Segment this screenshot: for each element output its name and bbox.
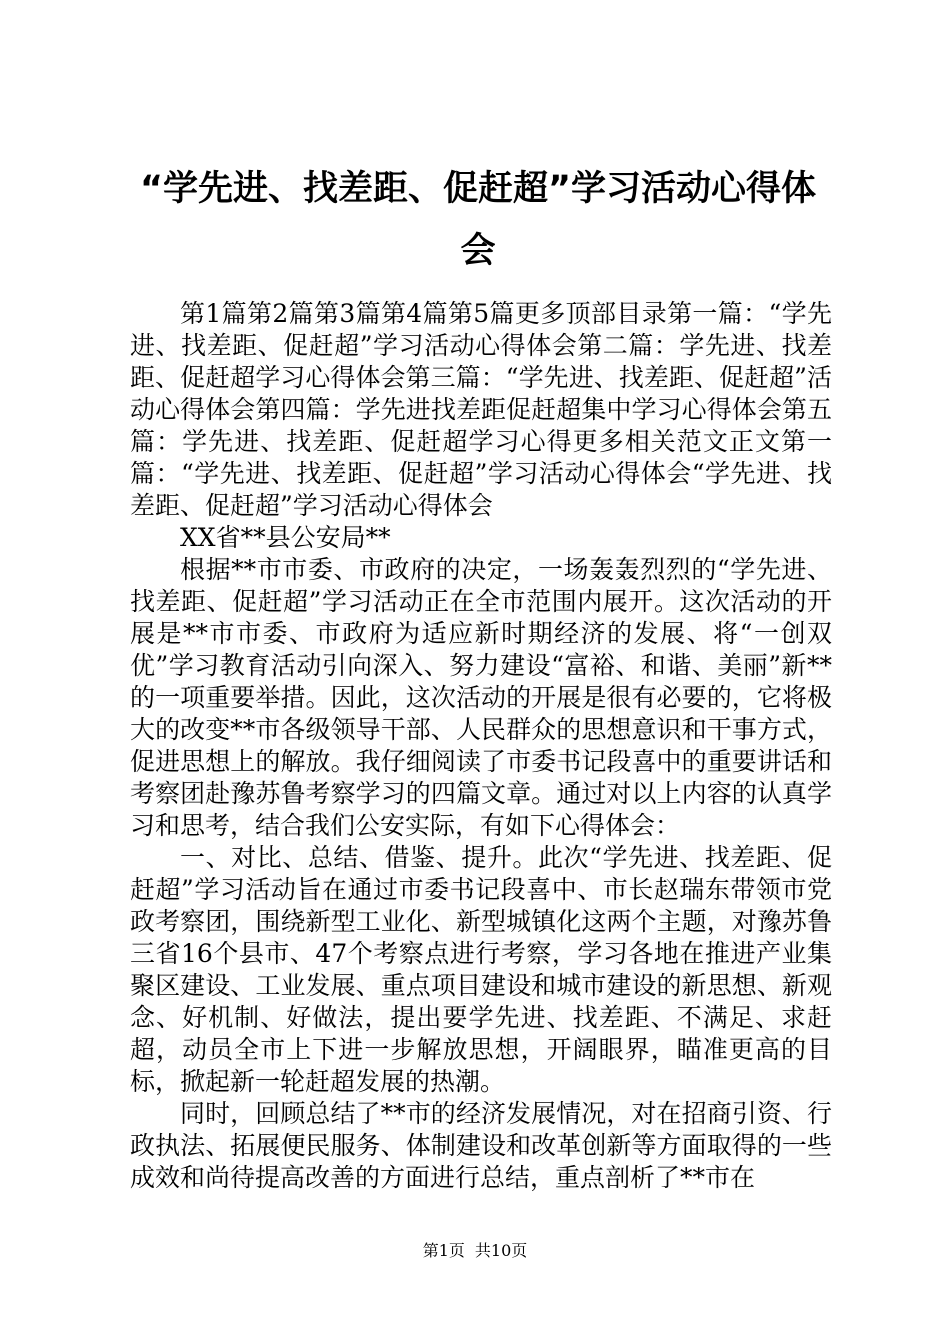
page-footer	[0, 1241, 950, 1261]
page-total: 共10页	[474, 1241, 528, 1260]
document-title: “学先进、找差距、促赶超”学习活动心得体会	[139, 169, 816, 271]
paragraph-author: XX省**县公安局**	[180, 523, 391, 552]
document-body	[130, 298, 832, 1194]
paragraph-section-one: 一、对比、总结、借鉴、提升。此次“学先进、找差距、促赶超”学习活动旨在通过市委书记段喜中、市长赵瑞东带领市党政考察团，围绕新型工业化、新型城镇化这两个主题，对豫苏鲁三省16个县市、47个考察点进行考察，学习各地在推进产业集聚区建设、工业发展、重点项目建设和城市建设的新思想、新观念、好机制、好做法，提出要学先进、找差距、不满足、求赶超，动员全市上下进一步解放思想，开阔眼界，瞄准更高的目标，掀起新一轮赶超发展的热潮。	[130, 843, 832, 1096]
paragraph-review: 同时，回顾总结了**市的经济发展情况，对在招商引资、行政执法、拓展便民服务、体制建设和改革创新等方面取得的一些成效和尚待提高改善的方面进行总结，重点剖析了**市在	[130, 1099, 832, 1192]
paragraph-table-of-contents: 第1篇第2篇第3篇第4篇第5篇更多顶部目录第一篇：“学先进、找差距、促赶超”学习活动心得体会第二篇：学先进、找差距、促赶超学习心得体会第三篇：“学先进、找差距、促赶超”活动心得体会第四篇：学先进找差距促赶超集中学习心得体会第五篇：学先进、找差距、促赶超学习心得更多相关范文正文第一篇：“学先进、找差距、促赶超”学习活动心得体会“学先进、找差距、促赶超”学习活动心得体会	[130, 299, 832, 520]
page-number: 第1页	[422, 1241, 465, 1260]
paragraph-introduction: 根据**市市委、市政府的决定，一场轰轰烈烈的“学先进、找差距、促赶超”学习活动正在全市范围内展开。这次活动的开展是**市市委、市政府为适应新时期经济的发展、将“一创双优”学习教育活动引向深入、努力建设“富裕、和谐、美丽”新**的一项重要举措。因此，这次活动的开展是很有必要的，它将极大的改变**市各级领导干部、人民群众的思想意识和干事方式，促进思想上的解放。我仔细阅读了市委书记段喜中的重要讲话和考察团赴豫苏鲁考察学习的四篇文章。通过对以上内容的认真学习和思考，结合我们公安实际，有如下心得体会：	[130, 555, 832, 840]
